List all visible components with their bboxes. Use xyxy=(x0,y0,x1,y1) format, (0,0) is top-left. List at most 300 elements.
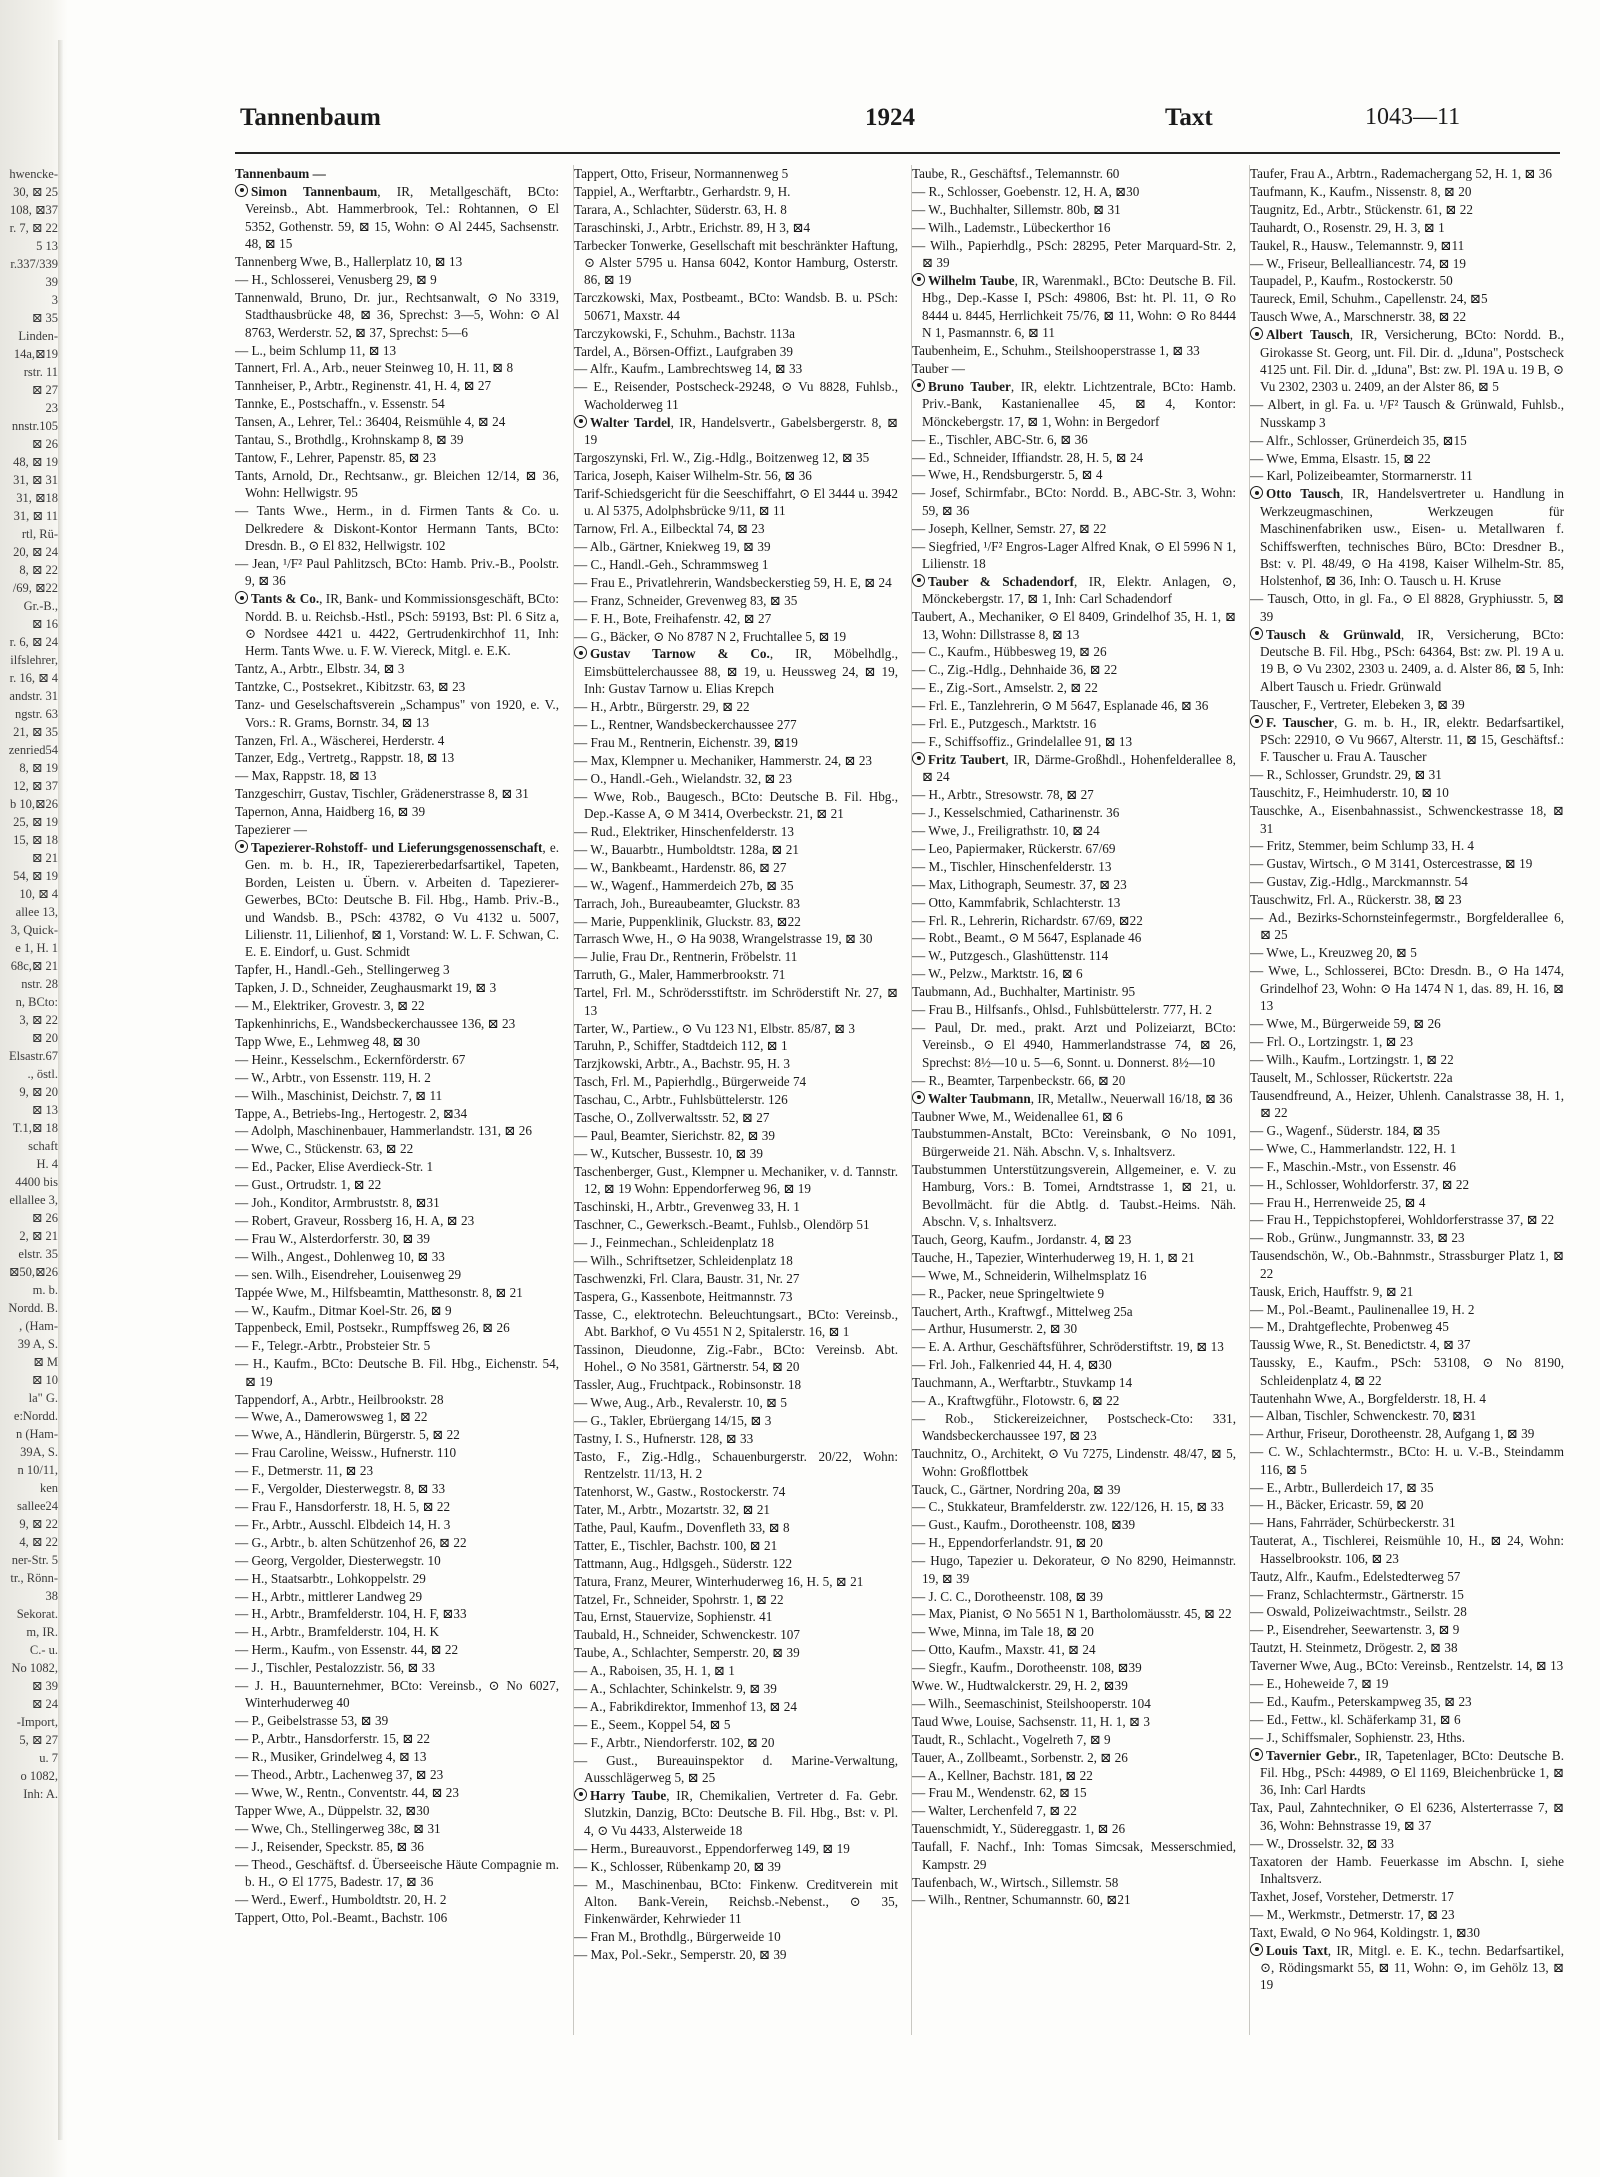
previous-page-line: ⊠ 13 xyxy=(31,1103,58,1117)
directory-entry xyxy=(1250,696,1564,713)
entry-text: Albert Tausch, IR, Versicherung, BCto: Nordd. B., Girokasse St. Georg, unt. Fil. Dir. d. „Iduna", Postscheck 4125 unt. Fil. Dir. d. „Iduna", Bst: zw. Pl. 19A u. 19 B, ⊙ Vu 2302, 2303 u. 2409, an der Alster 86, ⊠ 5 xyxy=(1260,327,1564,395)
entry-lead-name: Fritz Taubert xyxy=(928,751,1006,767)
entry-lead-name: Wilhelm Taube xyxy=(928,272,1015,288)
directory-entry xyxy=(912,431,1236,448)
directory-entry xyxy=(1250,1675,1564,1692)
entry-text: — Gust., Kaufm., Dorotheenstr. 108, ⊠39 xyxy=(912,1517,1136,1533)
entry-text: — P., Arbtr., Hansdorferstr. 15, ⊠ 22 xyxy=(235,1731,430,1747)
previous-page-line: 9, ⊠ 22 xyxy=(19,1517,58,1531)
directory-entry xyxy=(912,1891,1236,1908)
directory-entry xyxy=(912,1320,1236,1337)
entry-text: Taussky, E., Kaufm., PSch: 53108, ⊙ No 8190, Schleidenplatz 4, ⊠ 22 xyxy=(1250,1355,1564,1388)
entry-text: — F., Arbtr., Niendorferstr. 102, ⊠ 20 xyxy=(574,1734,775,1750)
entry-text: — Frl. E., Putzgesch., Marktstr. 16 xyxy=(912,716,1097,732)
entry-text: Tasch, Frl. M., Papierhdlg., Bürgerweide 74 xyxy=(574,1074,807,1090)
directory-entry xyxy=(1250,962,1564,1014)
directory-entry xyxy=(574,467,898,484)
entry-text: — A., Kraftwgführ., Flotowstr. 6, ⊠ 22 xyxy=(912,1393,1120,1409)
directory-entry xyxy=(1250,1657,1564,1674)
directory-entry xyxy=(912,538,1236,573)
entry-text: — Hans, Fahrräder, Schürbeckerstr. 31 xyxy=(1250,1515,1456,1531)
directory-entry-featured xyxy=(1250,1747,1564,1799)
entry-text: — Wilh., Seemaschinist, Steilshooperstr. 104 xyxy=(912,1695,1151,1711)
entry-text: — Georg, Vergolder, Diesterwegstr. 10 xyxy=(235,1552,441,1568)
entry-text: Tautz, Alfr., Kaufm., Edelstedterweg 57 xyxy=(1250,1568,1461,1584)
entry-text: Tapkenhinrichs, E., Wandsbeckerchaussee 136, ⊠ 23 xyxy=(235,1016,516,1031)
directory-entry xyxy=(235,1641,559,1658)
entry-text: Tausendschön, W., Ob.-Bahnmstr., Strassburger Platz 1, ⊠ 22 xyxy=(1250,1248,1564,1281)
directory-entry xyxy=(235,1319,559,1336)
directory-entry xyxy=(1250,855,1564,872)
header-year: 1924 xyxy=(865,104,915,131)
column-3 xyxy=(911,165,1236,2035)
entry-text: — M., Tischler, Hinschenfelderstr. 13 xyxy=(912,858,1112,874)
directory-entry xyxy=(912,929,1236,946)
directory-entry xyxy=(912,1784,1236,1801)
entry-text: — C., Handl.-Geh., Schrammsweg 1 xyxy=(574,556,769,572)
directory-entry xyxy=(1250,1479,1564,1496)
previous-page-line: nnstr.105 xyxy=(11,419,58,433)
directory-entry xyxy=(574,1591,898,1608)
directory-entry xyxy=(235,1087,559,1104)
directory-entry xyxy=(574,1573,898,1590)
previous-page-line: ngstr. 63 xyxy=(14,707,58,721)
directory-entry xyxy=(574,1163,898,1198)
entry-lead-name: F. Tauscher xyxy=(1266,714,1335,730)
directory-entry xyxy=(574,877,898,894)
directory-entry xyxy=(574,788,898,823)
directory-entry xyxy=(235,1909,559,1926)
directory-entry xyxy=(235,1570,559,1587)
entry-text: Tassler, Aug., Fruchtpack., Robinsonstr. 18 xyxy=(574,1377,802,1393)
entry-text: — J., Feinmechan., Schleidenplatz 18 xyxy=(574,1234,774,1250)
directory-entry xyxy=(912,1516,1236,1533)
directory-entry xyxy=(912,342,1236,359)
directory-entry xyxy=(912,608,1236,643)
entry-text: — Frl. Joh., Falkenried 44, H. 4, ⊠30 xyxy=(912,1357,1112,1373)
previous-page-line: -Import, xyxy=(16,1715,58,1729)
entry-text: Tasse, C., elektrotechn. Beleuchtungsart., BCto: Vereinsb., Abt. Barkhof, ⊙ Vu 4551 N 2, Spitalerstr. 16, ⊠ 1 xyxy=(574,1306,898,1339)
entry-text: Taxt, Ewald, ⊙ No 964, Koldingstr. 1, ⊠30 xyxy=(1250,1924,1480,1940)
entry-text: Otto Tausch, IR, Handelsvertreter u. Handlung in Werkzeugmaschinen, Werkzeugen für Maschinenfabriken usw., Eisen- u. Metallwaren f. Schiffswerften, technisches Büro, BCto: Dresdner B., Bst: v. Pl. 48/49, ⊙ Ha 4198, Kaiser Wilhelm-Str. 85, Holstenhof, ⊠ 36, Inh: O. Tausch u. H. Kruse xyxy=(1260,486,1564,589)
entry-text: — A., Schlachter, Schinkelstr. 9, ⊠ 39 xyxy=(574,1681,777,1697)
entry-text: Tanzen, Frl. A., Wäscherei, Herderstr. 4 xyxy=(235,732,445,748)
entry-text: — Frau M., Rentnerin, Eichenstr. 39, ⊠19 xyxy=(574,735,798,750)
previous-page-line: b 10,⊠26 xyxy=(10,797,58,811)
previous-page-line: andstr. 31 xyxy=(9,689,58,703)
entry-text: Tansen, A., Lehrer, Tel.: 36404, Reismühle 4, ⊠ 24 xyxy=(235,414,506,430)
directory-entry-featured xyxy=(574,414,898,449)
entry-text: — Ed., Packer, Elise Averdieck-Str. 1 xyxy=(235,1159,434,1175)
previous-page-line: 31, ⊠ 11 xyxy=(13,509,58,523)
entry-text: Tapper Wwe, A., Düppelstr. 32, ⊠30 xyxy=(235,1802,430,1818)
previous-page-line: 8, ⊠ 19 xyxy=(19,761,58,775)
directory-entry xyxy=(574,556,898,573)
previous-page-line: C.- u. xyxy=(29,1643,58,1657)
entry-text: — Gust., Bureauinspektor d. Marine-Verwaltung, Ausschlägerweg 5, ⊠ 25 xyxy=(574,1752,898,1786)
entry-text: Tautzt, H. Steinmetz, Drögestr. 2, ⊠ 38 xyxy=(1250,1640,1458,1656)
directory-entry xyxy=(574,1234,898,1251)
previous-page-line: allee 13, xyxy=(15,905,58,919)
previous-page-line: ⊠50,⊠26 xyxy=(8,1265,58,1279)
entry-text: — A., Kellner, Bachstr. 181, ⊠ 22 xyxy=(912,1767,1093,1783)
entry-text: Tappe, A., Betriebs-Ing., Hertogestr. 2, ⊠34 xyxy=(235,1105,468,1121)
directory-entry xyxy=(912,1605,1236,1622)
entry-text: — Siegfr., Kaufm., Dorotheenstr. 108, ⊠39 xyxy=(912,1660,1142,1676)
directory-entry xyxy=(912,1356,1236,1373)
previous-page-line: ⊠ 26 xyxy=(31,437,58,451)
directory-entry xyxy=(235,377,559,394)
entry-text: Tauchert, Arth., Kraftwgf., Mittelweg 25a xyxy=(912,1303,1133,1319)
entry-text: — Max, Rappstr. 18, ⊠ 13 xyxy=(235,768,377,784)
entry-lead-name: Otto Tausch xyxy=(1266,486,1341,502)
directory-entry xyxy=(1250,432,1564,449)
column-2 xyxy=(573,165,898,2035)
directory-entry xyxy=(574,1145,898,1162)
entry-text: Taubstummen Unterstützungsverein, Allgemeiner, e. V. zu Hamburg, Vors.: B. Tomei, Arndtstrasse 1, ⊠ 21, u. Bevollmächt. für die Abtlg. d. Taubst.-Heims. Näh. Abschn. V, s. Inhaltsverz. xyxy=(912,1161,1236,1229)
directory-entry xyxy=(912,733,1236,750)
circle-bullet-icon xyxy=(574,415,587,428)
directory-entry xyxy=(912,1623,1236,1640)
directory-entry xyxy=(1250,873,1564,890)
entry-text: — Robt., Beamt., ⊙ M 5647, Esplanade 46 xyxy=(912,930,1142,946)
circle-bullet-icon xyxy=(912,1091,925,1104)
previous-page-line: ⊠ 24 xyxy=(31,1697,58,1711)
directory-entry xyxy=(235,1033,559,1050)
entry-text: Tarter, W., Partiew., ⊙ Vu 123 N1, Elbstr. 85/87, ⊠ 3 xyxy=(574,1020,856,1036)
previous-page-line: 30, ⊠ 25 xyxy=(13,185,58,199)
directory-entry xyxy=(912,697,1236,714)
entry-text: — C., Stukkateur, Bramfelderstr. zw. 122/126, H. 15, ⊠ 33 xyxy=(912,1499,1224,1515)
directory-entry xyxy=(574,325,898,342)
directory-entry xyxy=(912,1338,1236,1355)
directory-entry xyxy=(1250,1425,1564,1442)
previous-page-line: elstr. 35 xyxy=(18,1247,58,1261)
directory-entry xyxy=(574,237,898,289)
directory-entry xyxy=(574,1127,898,1144)
entry-text: — Heinr., Kesselschm., Eckernförderstr. 67 xyxy=(235,1051,466,1067)
entry-text: — Wilh., Kaufm., Lortzingstr. 1, ⊠ 22 xyxy=(1250,1051,1454,1067)
entry-text: — M., Elektriker, Grovestr. 3, ⊠ 22 xyxy=(235,998,425,1014)
entry-text: — R., Beamter, Tarpenbeckstr. 66, ⊠ 20 xyxy=(912,1072,1126,1088)
entry-text: — R., Packer, neue Springeltwiete 9 xyxy=(912,1285,1105,1301)
directory-entry xyxy=(235,1176,559,1193)
directory-entry xyxy=(574,1698,898,1715)
entry-text: Tarnow, Frl. A., Eilbecktal 74, ⊠ 23 xyxy=(574,521,765,537)
previous-page-line: 48, ⊠ 19 xyxy=(13,455,58,469)
entry-text: Bruno Tauber, IR, elektr. Lichtzentrale, BCto: Hamb. Priv.-Bank, Kastanienallee 45, ⊠ 4, Kontor: Mönckebergstr. 17, ⊠ 1, Wohn: in Bergedorf xyxy=(922,378,1236,429)
entry-text: Tauterat, A., Tischlerei, Reismühle 10, H., ⊠ 24, Wohn: Hasselbrookstr. 106, ⊠ 23 xyxy=(1250,1533,1564,1566)
entry-text: Fritz Taubert, IR, Därme-Großhdl., Hohenfelderallee 8, ⊠ 24 xyxy=(922,751,1236,785)
entry-text: — L., Rentner, Wandsbeckerchaussee 277 xyxy=(574,717,797,733)
entry-text: Taschinski, H., Arbtr., Grevenweg 33, H. 1 xyxy=(574,1199,800,1215)
entry-text: — K., Schlosser, Rübenkamp 20, ⊠ 39 xyxy=(574,1858,781,1874)
entry-text: — H., Kaufm., BCto: Deutsche B. Fil. Hbg., Eichenstr. 54, ⊠ 19 xyxy=(235,1356,559,1389)
entry-text: — W., Buchhalter, Sillemstr. 80b, ⊠ 31 xyxy=(912,201,1121,217)
entry-text: Tappert, Otto, Pol.-Beamt., Bachstr. 106 xyxy=(235,1909,448,1925)
entry-text: — Wwe, M., Schneiderin, Wilhelmsplatz 16 xyxy=(912,1267,1147,1283)
entry-text: — Gust., Ortrudstr. 1, ⊠ 22 xyxy=(235,1177,382,1193)
entry-text: Tater, M., Arbtr., Mozartstr. 32, ⊠ 21 xyxy=(574,1501,771,1517)
directory-entry-featured xyxy=(912,751,1236,786)
directory-entry xyxy=(235,1408,559,1425)
entry-text: Tassinon, Dieudonne, Zig.-Fabr., BCto: Vereinsb. Abt. Hohel., ⊙ No 3581, Gärtnerstr. 54, ⊠ 20 xyxy=(574,1341,898,1375)
previous-page-line: 108, ⊠37 xyxy=(10,203,58,217)
entry-text: Tax, Paul, Zahntechniker, ⊙ El 6236, Alsterterrasse 7, ⊠ 36, Wohn: Behnstrasse 19, ⊠ 37 xyxy=(1250,1800,1564,1833)
directory-entry xyxy=(1250,1015,1564,1032)
directory-entry xyxy=(235,696,559,731)
entry-text: — C., Zig.-Hdlg., Dehnhaide 36, ⊠ 22 xyxy=(912,662,1118,678)
directory-entry xyxy=(574,1555,898,1572)
directory-entry xyxy=(912,679,1236,696)
directory-entry xyxy=(235,289,559,341)
directory-entry xyxy=(1250,1033,1564,1050)
entry-text: — C., Kaufm., Hübbesweg 19, ⊠ 26 xyxy=(912,644,1107,660)
entry-text: — Frau H., Herrenweide 25, ⊠ 4 xyxy=(1250,1194,1426,1210)
directory-entry xyxy=(912,1552,1236,1587)
directory-entry xyxy=(574,1198,898,1215)
entry-text: — Ad., Bezirks-Schornsteinfegermstr., Borgfelderallee 6, ⊠ 25 xyxy=(1250,910,1564,943)
entry-text: — Frl. E., Tanzlehrerin, ⊙ M 5647, Esplanade 46, ⊠ 36 xyxy=(912,698,1209,714)
directory-entry xyxy=(235,803,559,820)
entry-text: Louis Taxt, IR, Mitgl. e. E. K., techn. Bedarfsartikel, ⊙, Rödingsmarkt 55, ⊠ 11, Wohn: ⊙, im Gehölz 13, ⊠ 19 xyxy=(1260,1942,1564,1993)
entry-text: Tarruth, G., Maler, Hammerbrookstr. 71 xyxy=(574,967,786,983)
entry-text: — Theod., Geschäftsf. d. Überseeische Häute Compagnie m. b. H., ⊙ El 1775, Badestr. 17, ⊠ 36 xyxy=(235,1856,559,1889)
directory-entry xyxy=(912,1534,1236,1551)
entry-text: — Fr., Arbtr., Ausschl. Elbdeich 14, H. 3 xyxy=(235,1516,451,1532)
directory-entry xyxy=(235,449,559,466)
entry-text: — J. H., Bauunternehmer, BCto: Vereinsb., ⊙ No 6027, Winterhuderweg 40 xyxy=(235,1678,559,1711)
entry-text: F. Tauscher, G. m. b. H., IR, elektr. Bedarfsartikel, PSch: 22910, ⊙ Vu 9667, Alterstr. 11, ⊠ 15, Geschäftsf.: F. Tauscher u. Frau A. Tauscher xyxy=(1260,714,1564,765)
header-rule xyxy=(235,152,1560,154)
previous-page-line: ⊠ 26 xyxy=(31,1211,58,1225)
directory-entry xyxy=(574,1020,898,1037)
entry-text: Tanzer, Edg., Vertretg., Rappstr. 18, ⊠ 13 xyxy=(235,750,455,766)
directory-entry xyxy=(912,1267,1236,1284)
previous-page-line: 4400 bis xyxy=(15,1175,58,1189)
directory-entry xyxy=(235,1194,559,1211)
directory-entry xyxy=(912,1874,1236,1891)
directory-entry xyxy=(235,1302,559,1319)
entry-text: Targoszynski, Frl. W., Zig.-Hdlg., Boitzenweg 12, ⊠ 35 xyxy=(574,450,870,465)
entry-text: — Arthur, Husumerstr. 2, ⊠ 30 xyxy=(912,1321,1078,1337)
entry-text: — Wwe, Aug., Arb., Revalerstr. 10, ⊠ 5 xyxy=(574,1395,787,1411)
previous-page-line: ⊠ 35 xyxy=(31,311,58,325)
directory-entry xyxy=(235,395,559,412)
directory-entry xyxy=(912,1731,1236,1748)
column-4 xyxy=(1249,165,1564,2035)
entry-text: — Fran M., Brothdlg., Bürgerweide 10 xyxy=(574,1929,781,1945)
directory-entry xyxy=(912,643,1236,660)
directory-entry xyxy=(912,1767,1236,1784)
entry-text: — Wilh., Maschinist, Deichstr. 7, ⊠ 11 xyxy=(235,1087,443,1103)
directory-entry xyxy=(912,466,1236,483)
entry-text: — M., Werkmstr., Detmerstr. 17, ⊠ 23 xyxy=(1250,1906,1455,1922)
directory-entry xyxy=(912,1659,1236,1676)
entry-text: — J. C. C., Dorotheenstr. 108, ⊠ 39 xyxy=(912,1588,1103,1604)
directory-entry xyxy=(574,1608,898,1625)
previous-page-line: 20, ⊠ 24 xyxy=(13,545,58,559)
directory-entry xyxy=(574,1662,898,1679)
directory-entry xyxy=(912,219,1236,236)
previous-page-line: 3, ⊠ 22 xyxy=(19,1013,58,1027)
entry-text: Taussig Wwe, R., St. Benedictstr. 4, ⊠ 37 xyxy=(1250,1337,1471,1353)
directory-entry xyxy=(1250,1514,1564,1531)
entry-text: — J., Reisender, Speckstr. 85, ⊠ 36 xyxy=(235,1838,424,1854)
entry-text: — Frau Caroline, Weissw., Hufnerstr. 110 xyxy=(235,1445,457,1461)
directory-entry xyxy=(1250,308,1564,325)
directory-entry xyxy=(574,1483,898,1500)
entry-text: — O., Handl.-Geh., Wielandstr. 32, ⊠ 23 xyxy=(574,770,792,786)
directory-entry xyxy=(574,1716,898,1733)
entry-text: — F. H., Bote, Freihafenstr. 42, ⊠ 27 xyxy=(574,610,772,626)
previous-page-line: Gr.-B., xyxy=(23,599,58,613)
entry-text: — Julie, Frau Dr., Rentnerin, Fröbelstr. 11 xyxy=(574,949,798,965)
directory-entry-featured xyxy=(912,1090,1236,1107)
entry-text: Taubald, H., Schneider, Schwenckestr. 107 xyxy=(574,1627,800,1643)
directory-entry xyxy=(235,785,559,802)
entry-text: — Wilh., Schriftsetzer, Schleidenplatz 18 xyxy=(574,1252,793,1268)
directory-entry xyxy=(235,1534,559,1551)
directory-entry xyxy=(912,1498,1236,1515)
directory-entry xyxy=(235,431,559,448)
directory-entry xyxy=(1250,1069,1564,1086)
directory-entry xyxy=(912,360,1236,377)
directory-entry xyxy=(235,1623,559,1640)
directory-entry xyxy=(235,1105,559,1122)
entry-text: — Wwe, M., Bürgerweide 59, ⊠ 26 xyxy=(1250,1016,1441,1031)
entry-text: — C. W., Schlachtermstr., BCto: H. u. V.-B., Steindamm 116, ⊠ 5 xyxy=(1250,1444,1564,1477)
entry-text: — Joseph, Kellner, Semstr. 27, ⊠ 22 xyxy=(912,520,1107,536)
directory-entry-featured xyxy=(912,573,1236,608)
previous-page-line: 15, ⊠ 18 xyxy=(13,833,58,847)
directory-entry-featured xyxy=(912,378,1236,430)
directory-entry xyxy=(235,1856,559,1891)
directory-entry xyxy=(912,1161,1236,1231)
directory-entry xyxy=(574,485,898,520)
directory-entry xyxy=(1250,1211,1564,1228)
entry-text: Tauselt, M., Schlosser, Rückertstr. 22a xyxy=(1250,1069,1453,1085)
previous-page-line: ⊠ 20 xyxy=(31,1031,58,1045)
directory-entry xyxy=(1250,237,1564,254)
directory-entry xyxy=(235,1051,559,1068)
directory-entry-featured xyxy=(235,839,559,961)
directory-entry xyxy=(574,823,898,840)
entry-text: Tasche, O., Zollverwaltsstr. 52, ⊠ 27 xyxy=(574,1110,770,1126)
directory-entry xyxy=(235,1820,559,1837)
directory-entry xyxy=(1250,1639,1564,1656)
directory-entry xyxy=(912,449,1236,466)
entry-text: Tauschitz, F., Heimhuderstr. 10, ⊠ 10 xyxy=(1250,785,1449,801)
entry-text: — Herm., Bureauvorst., Eppendorferweg 149, ⊠ 19 xyxy=(574,1840,850,1856)
entry-text: Taugnitz, Ed., Arbtr., Stückenstr. 61, ⊠ 22 xyxy=(1250,201,1473,217)
entry-text: Taupadel, P., Kaufm., Rostockerstr. 50 xyxy=(1250,273,1453,289)
entry-text: — W., Bankbeamt., Hardenstr. 86, ⊠ 27 xyxy=(574,859,787,875)
directory-entry xyxy=(574,1840,898,1857)
entry-text: — Gustav, Wirtsch., ⊙ M 3141, Ostercestrasse, ⊠ 19 xyxy=(1250,856,1533,872)
previous-page-line: rstr. 11 xyxy=(23,365,58,379)
entry-text: Tausch Wwe, A., Marschnerstr. 38, ⊠ 22 xyxy=(1250,309,1467,325)
previous-page-line: ellallee 3, xyxy=(9,1193,58,1207)
directory-entry xyxy=(912,1802,1236,1819)
entry-text: Tauber — xyxy=(912,360,965,376)
directory-entry xyxy=(574,538,898,555)
previous-page-line: 3, Quick- xyxy=(10,923,58,937)
directory-entry xyxy=(1250,1496,1564,1513)
directory-entry xyxy=(912,894,1236,911)
entry-text: — Werd., Ewerf., Humboldtstr. 20, H. 2 xyxy=(235,1891,447,1907)
entry-text: — Rob., Grünw., Jungmannstr. 33, ⊠ 23 xyxy=(1250,1230,1465,1246)
entry-text: Taube, A., Schlachter, Semperstr. 20, ⊠ 39 xyxy=(574,1645,800,1661)
directory-entry xyxy=(1250,1229,1564,1246)
directory-entry xyxy=(912,661,1236,678)
directory-entry xyxy=(912,1108,1236,1125)
entry-text: — Frau B., Hilfsanfs., Ohlsd., Fuhlsbüttelerstr. 777, H. 2 xyxy=(912,1002,1213,1018)
directory-entry xyxy=(912,1410,1236,1445)
entry-lead-name: Tausch & Grünwald xyxy=(1266,626,1401,642)
entry-text: — Frl. O., Lortzingstr. 1, ⊠ 23 xyxy=(1250,1033,1414,1049)
previous-page-line: e:Nordd. xyxy=(13,1409,58,1423)
directory-entry xyxy=(1250,1087,1564,1122)
entry-text: Taubert, A., Mechaniker, ⊙ El 8409, Grindelhof 35, H. 1, ⊠ 13, Wohn: Dillstrasse 8, ⊠ 13 xyxy=(912,609,1236,642)
entry-text: — Marie, Puppenklinik, Gluckstr. 83, ⊠22 xyxy=(574,913,801,929)
directory-entry xyxy=(235,1444,559,1461)
entry-text: Tauck, C., Gärtner, Nordring 20a, ⊠ 39 xyxy=(912,1481,1121,1497)
directory-entry xyxy=(235,1784,559,1801)
entry-text: — H., Eppendorferlandstr. 91, ⊠ 20 xyxy=(912,1535,1103,1551)
directory-entry xyxy=(574,1626,898,1643)
directory-entry xyxy=(1250,1924,1564,1941)
directory-entry xyxy=(912,965,1236,982)
previous-page-line: n 10/11, xyxy=(17,1463,58,1477)
entry-text: — W., Bauarbtr., Humboldtstr. 128a, ⊠ 21 xyxy=(574,841,799,857)
directory-entry xyxy=(1250,255,1564,272)
directory-entry xyxy=(235,1480,559,1497)
circle-bullet-icon xyxy=(1250,1748,1263,1761)
directory-entry xyxy=(1250,1568,1564,1585)
entry-text: — Franz, Schneider, Grevenweg 83, ⊠ 35 xyxy=(574,592,798,608)
entry-text: Tappert, Otto, Friseur, Normannenweg 5 xyxy=(574,166,789,181)
directory-entry xyxy=(574,1394,898,1411)
entry-text: Tantau, S., Brothdlg., Krohnskamp 8, ⊠ 39 xyxy=(235,432,464,448)
entry-text: — Wilh., Papierhdlg., PSch: 28295, Peter Marquard-Str. 2, ⊠ 39 xyxy=(912,237,1236,271)
entry-lead-name: Tavernier Gebr. xyxy=(1266,1747,1358,1763)
entry-text: Tauber & Schadendorf, IR, Elektr. Anlagen, ⊙, Mönckebergstr. 17, ⊠ 1, Inh: Carl Schadendorf xyxy=(922,573,1236,607)
entry-text: Tauchmann, A., Werftarbtr., Stuvkamp 14 xyxy=(912,1375,1133,1391)
directory-entry-featured xyxy=(1250,326,1564,396)
entry-text: Tapernon, Anna, Haidberg 16, ⊠ 39 xyxy=(235,804,426,820)
entry-text: — Rud., Elektriker, Hinschenfelderstr. 13 xyxy=(574,824,794,840)
previous-page-line: r. 7, ⊠ 22 xyxy=(9,221,58,235)
directory-entry xyxy=(235,1248,559,1265)
entry-text: — G., Takler, Ebrüergang 14/15, ⊠ 3 xyxy=(574,1412,772,1428)
entry-text: Tappiel, A., Werftarbtr., Gerhardstr. 9, H. xyxy=(574,183,791,199)
directory-entry xyxy=(912,201,1236,218)
entry-text: — Tants Wwe., Herm., in d. Firmen Tants & Co. u. Delkredere & Diskont-Kontor Hermann Tants, BCto: Dresdn. B., ⊙ El 832, Hellwigstr. 102 xyxy=(235,503,559,554)
entry-text: — E. A. Arthur, Geschäftsführer, Schröderstiftstr. 19, ⊠ 13 xyxy=(912,1339,1224,1355)
entry-text: — J., Schiffsmaler, Sophienstr. 23, Hths. xyxy=(1250,1729,1465,1745)
entry-text: Tapezierer-Rohstoff- und Lieferungsgenossenschaft, e. Gen. m. b. H., IR, Tapeziererbedarfsartikel, Tapeten, Borden, Leisten u. Übern. v. Arbeiten d. Tapezierer-Gewerbes, BCto: Deutsche B. Fil. Hbg., Hamb. Priv.-B., und Wandsb. B., PSch: 43782, ⊙ Vu 4132 u. 5007, Lilienstr. 11, Lilienhof, ⊠ 1, Vorstand: W. L. F. Schwan, C. E. E. Eindorf, u. Gust. Schmidt xyxy=(245,839,559,960)
entry-text: Gustav Tarnow & Co., IR, Möbelhdlg., Eimsbüttelerchaussee 88, ⊠ 19, u. Heussweg 24, ⊠ 19, Inh: Gustav Tarnow u. Elias Krepch xyxy=(584,646,898,697)
entry-text: — Max, Klempner u. Mechaniker, Hammerstr. 24, ⊠ 23 xyxy=(574,752,873,768)
directory-entry xyxy=(912,1374,1236,1391)
previous-page-line: 21, ⊠ 35 xyxy=(13,725,58,739)
entry-text: — Ed., Schneider, Iffiandstr. 28, H. 5, ⊠ 24 xyxy=(912,449,1144,465)
previous-page-fragment xyxy=(0,165,62,2065)
entry-text: Tannenwald, Bruno, Dr. jur., Rechtsanwalt, ⊙ No 3319, Stadthausbrücke 48, ⊠ 36, Sprechst: 3—5, Wohn: ⊙ Al 8763, Werderstr. 52, ⊠ 37, Sprechst: 5—6 xyxy=(235,289,559,340)
entry-text: Tapp Wwe, E., Lehmweg 48, ⊠ 30 xyxy=(235,1033,420,1049)
previous-page-line: zenried54 xyxy=(8,743,58,757)
